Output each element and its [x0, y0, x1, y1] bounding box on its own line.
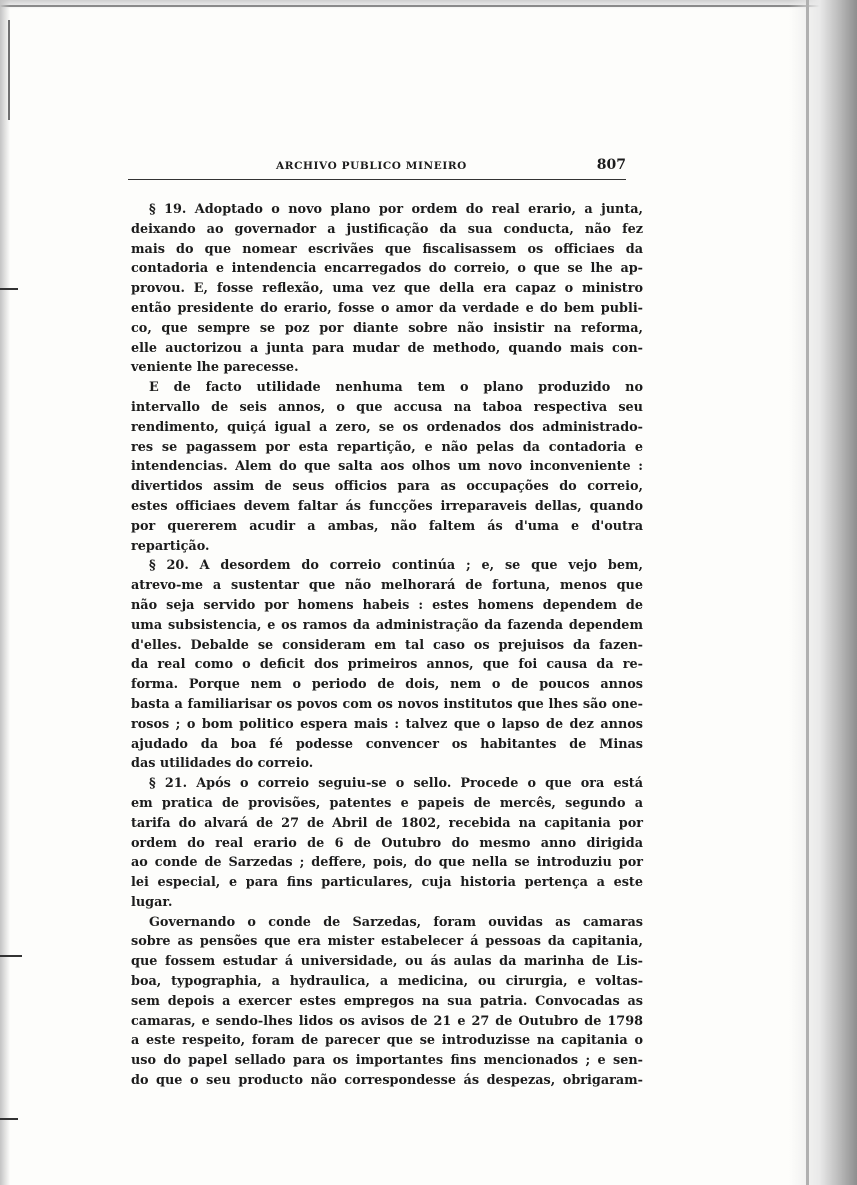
text-line: contadoria e intendencia encarregados do correio, o que se lhe ap-	[131, 261, 643, 277]
text-line: res se pagassem por esta repartição, e não pelas da contadoria e	[131, 439, 643, 455]
scan-top-edge-line	[0, 5, 857, 7]
text-line: atrevo-me a sustentar que não melhorará de fortuna, menos que	[131, 578, 643, 594]
text-line: repartição.	[131, 538, 210, 554]
text-line: por quererem acudir a ambas, não faltem ás d'uma e d'outra	[131, 518, 643, 534]
text-line: co, que sempre se poz por diante sobre não insistir na reforma,	[131, 320, 643, 336]
text-line: então presidente do erario, fosse o amor da verdade e do bem publi-	[131, 300, 643, 316]
text-line: veniente lhe parecesse.	[131, 360, 299, 376]
header-rule	[128, 179, 626, 180]
text-line: sem depois a exercer estes empregos na sua patria. Convocadas as	[131, 993, 643, 1009]
running-header-title: ARCHIVO PUBLICO MINEIRO	[276, 160, 467, 172]
text-line: rosos ; o bom politico espera mais : talvez que o lapso de dez annos	[131, 716, 643, 732]
text-line: boa, typographia, a hydraulica, a medicina, ou cirurgia, e voltas-	[131, 974, 643, 990]
text-line: em pratica de provisões, patentes e papeis de mercês, segundo a	[131, 795, 643, 811]
running-header	[128, 157, 626, 177]
page-number: 807	[596, 157, 626, 173]
text-line: intervallo de seis annos, o que accusa na taboa respectiva seu	[131, 399, 643, 415]
text-line: a este respeito, foram de parecer que se introduzisse na capitania o	[131, 1033, 643, 1049]
text-line: intendencias. Alem do que salta aos olhos um novo inconveniente :	[131, 459, 643, 475]
text-line: ordem do real erario de 6 de Outubro do mesmo anno dirigida	[131, 835, 643, 851]
text-line: lei especial, e para fins particulares, cuja historia pertença a este	[131, 875, 643, 891]
text-line: elle auctorizou a junta para mudar de methodo, quando mais con-	[131, 340, 643, 356]
text-line: ao conde de Sarzedas ; deffere, pois, do que nella se introduziu por	[131, 855, 643, 871]
scan-right-edge	[789, 0, 857, 1185]
scan-right-edge-line	[806, 0, 809, 1185]
text-line: d'elles. Debalde se consideram em tal caso os prejuisos da fazen-	[131, 637, 643, 653]
text-line: Governando o conde de Sarzedas, foram ouvidas as camaras	[149, 914, 643, 930]
text-line: rendimento, quiçá igual a zero, se os ordenados dos administrado-	[131, 419, 643, 435]
text-line: lugar.	[131, 894, 173, 910]
text-line: E de facto utilidade nenhuma tem o plano produzido no	[149, 380, 643, 396]
text-line: das utilidades do correio.	[131, 756, 314, 772]
text-line: estes officiaes devem faltar ás funcções irreparaveis dellas, quando	[131, 498, 643, 514]
text-line: que fossem estudar á universidade, ou ás aulas da marinha de Lis-	[131, 954, 643, 970]
text-line: ajudado da boa fé podesse convencer os habitantes de Minas	[131, 736, 643, 752]
text-line: basta a familiarisar os povos com os novos institutos que lhes são one-	[131, 696, 643, 712]
text-line: camaras, e sendo-lhes lidos os avisos de 21 e 27 de Outubro de 1798	[131, 1013, 643, 1029]
text-line: § 21. Após o correio seguiu-se o sello. Procede o que ora está	[149, 776, 643, 792]
text-line: sobre as pensões que era mister estabelecer á pessoas da capitania,	[131, 934, 643, 950]
scan-left-binding-mark	[0, 20, 10, 120]
text-line: provou. E, fosse reflexão, uma vez que della era capaz o ministro	[131, 281, 643, 297]
text-line: divertidos assim de seus officios para as occupações do correio,	[131, 479, 643, 495]
scan-margin-tick	[0, 288, 18, 290]
text-line: § 20. A desordem do correio continúa ; e, se que vejo bem,	[149, 558, 643, 574]
text-line: mais do que nomear escrivães que fiscalisassem os officiaes da	[131, 241, 643, 257]
text-line: tarifa do alvará de 27 de Abril de 1802, recebida na capitania por	[131, 815, 643, 831]
text-line: da real como o deficit dos primeiros annos, que foi causa da re-	[131, 657, 643, 673]
body-text	[131, 200, 643, 1091]
text-line: deixando ao governador a justificação da sua conducta, não fez	[131, 221, 643, 237]
text-line: § 19. Adoptado o novo plano por ordem do real erario, a junta,	[149, 202, 643, 217]
text-line: forma. Porque nem o periodo de dois, nem o de poucos annos	[131, 677, 643, 693]
text-line: uma subsistencia, e os ramos da administração da fazenda dependem	[131, 617, 643, 633]
scan-margin-tick	[0, 1118, 18, 1120]
text-line: do que o seu producto não correspondesse ás despezas, obrigaram-	[131, 1073, 643, 1089]
text-line: não seja servido por homens habeis : estes homens dependem de	[131, 597, 643, 613]
scan-left-edge	[0, 0, 10, 1185]
scan-margin-tick	[0, 955, 22, 957]
text-line: uso do papel sellado para os importantes fins mencionados ; e sen-	[131, 1053, 643, 1069]
